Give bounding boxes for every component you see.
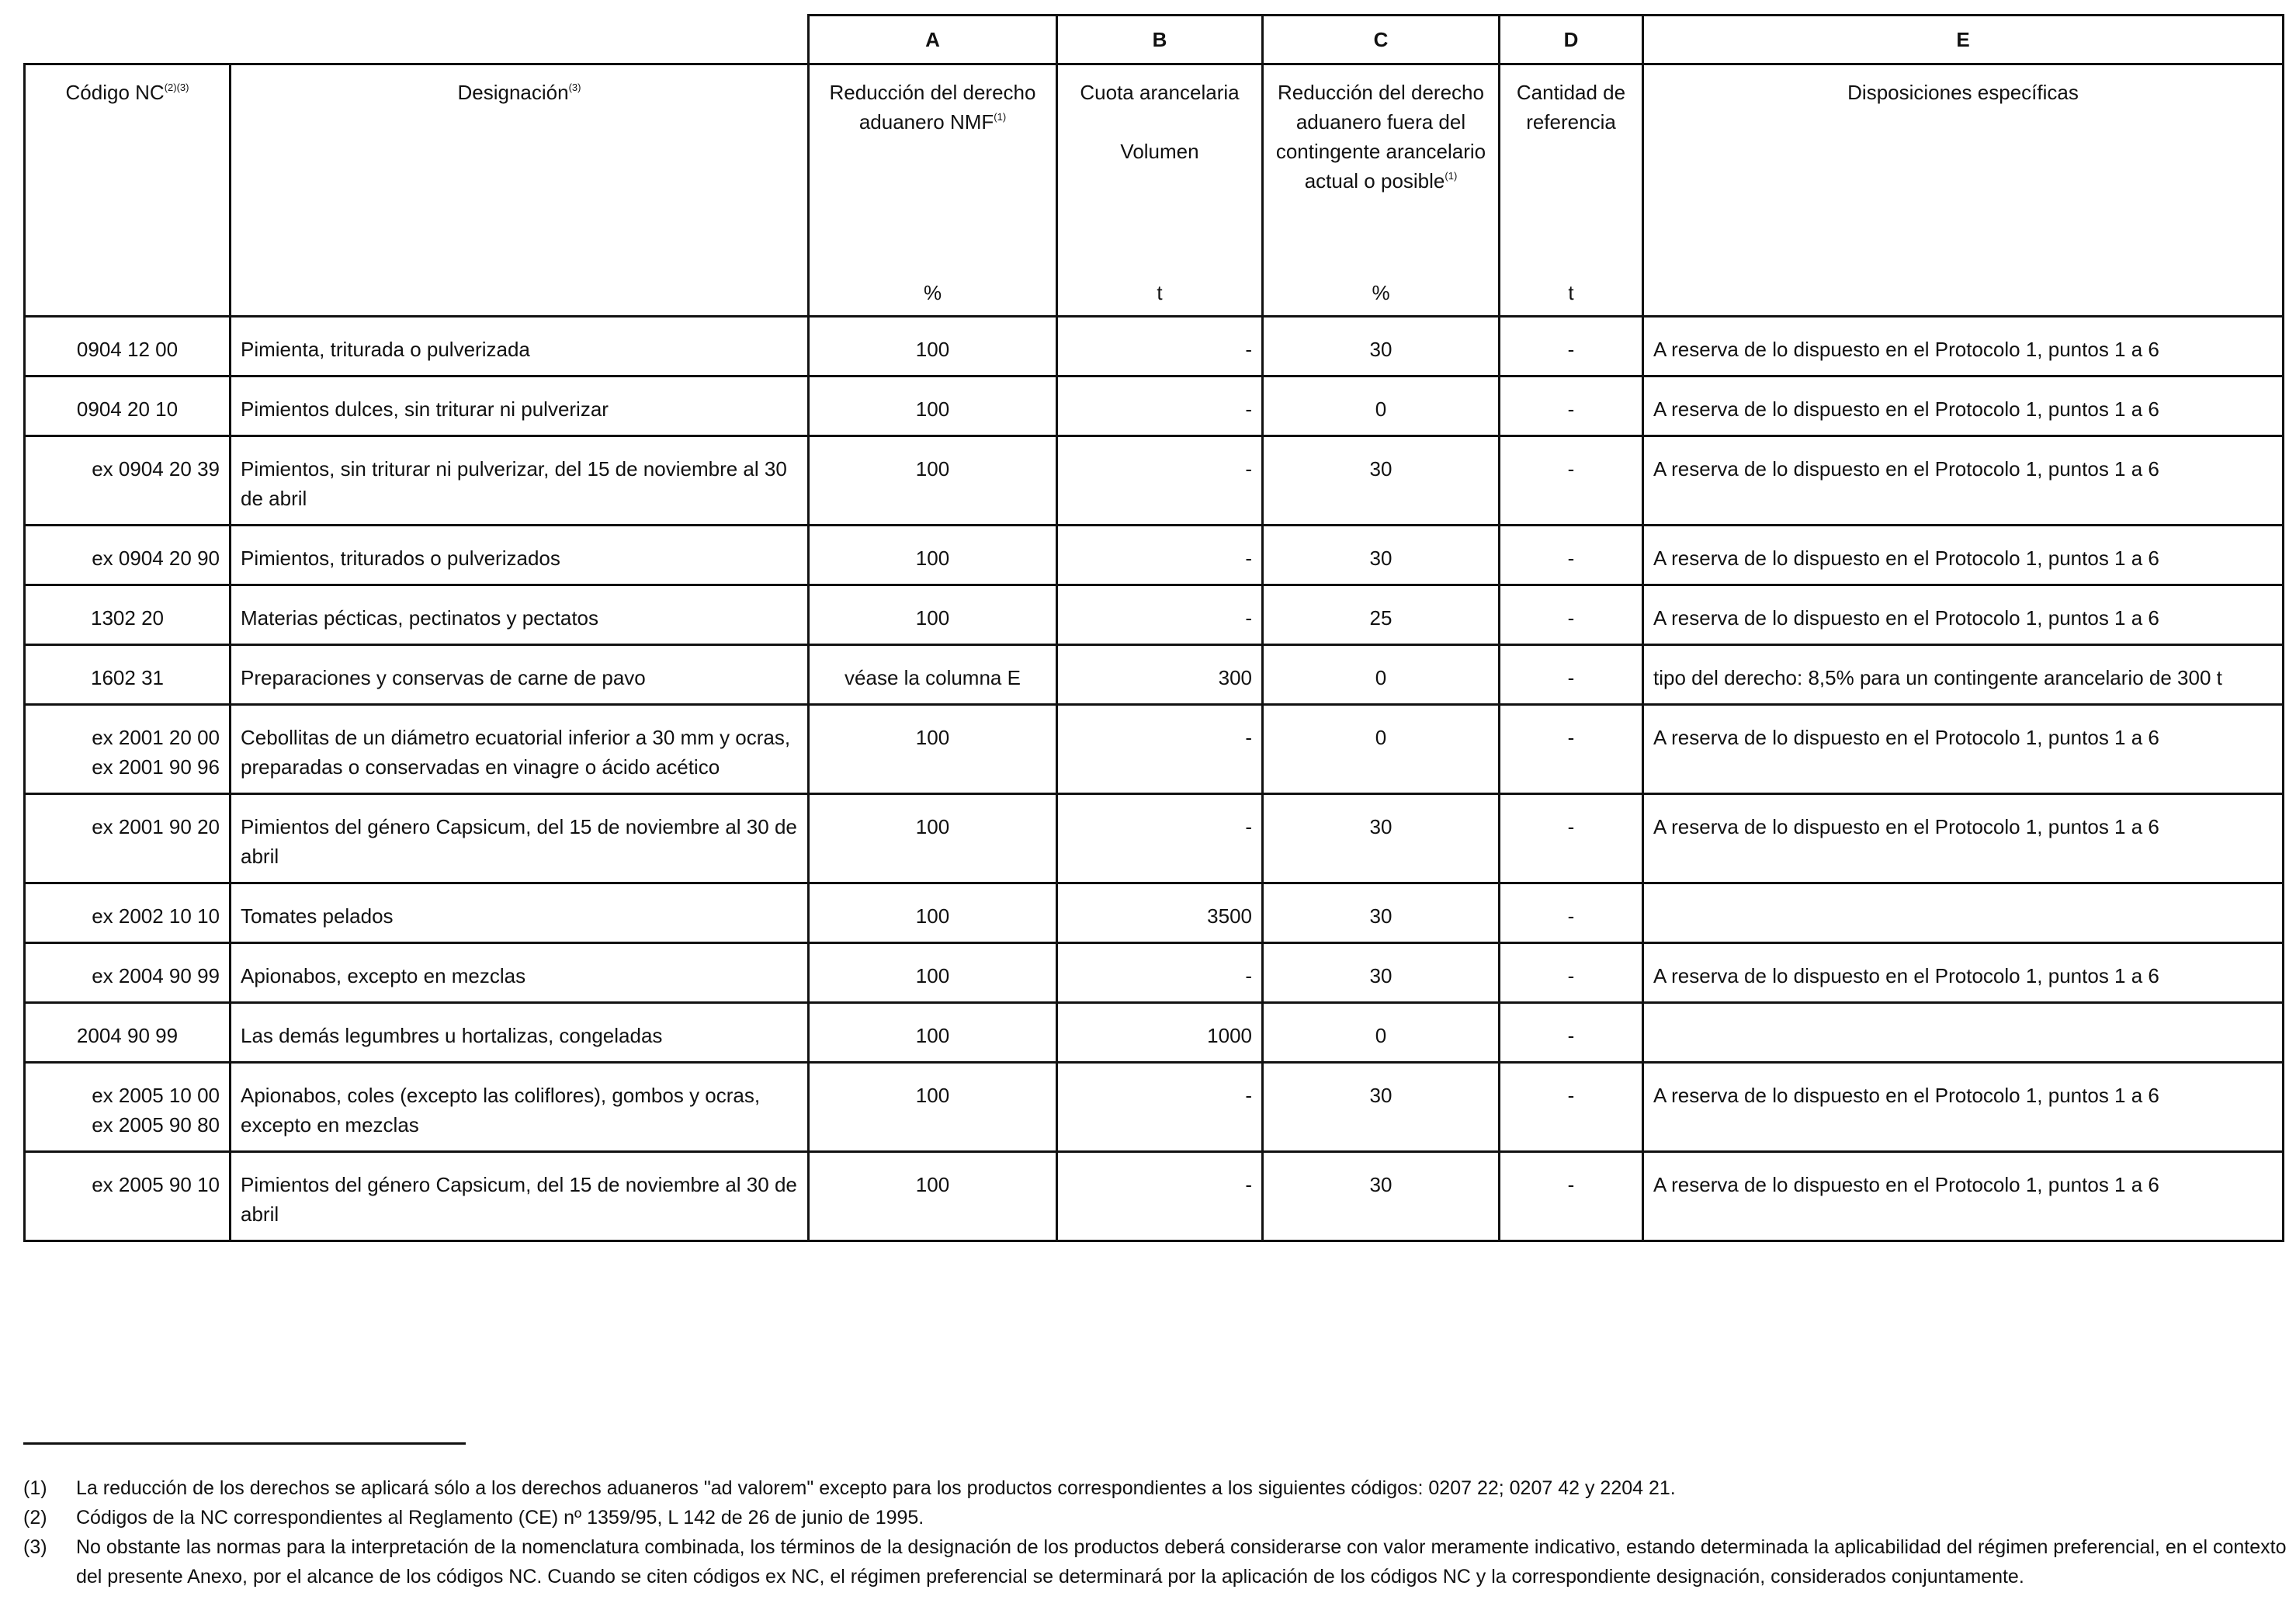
column-letter-d: D — [1500, 16, 1643, 64]
out-of-quota-reduction-cell: 30 — [1263, 794, 1500, 883]
footnote-text: Códigos de la NC correspondientes al Reglamento (CE) nº 1359/95, L 142 de 26 de junio de 1995. — [76, 1507, 924, 1529]
table-row — [25, 943, 2284, 1003]
mfn-reduction-cell: 100 — [809, 526, 1057, 585]
column-letter-c: C — [1263, 16, 1500, 64]
header-col-e: Disposiciones específicas — [1643, 64, 2284, 317]
out-of-quota-reduction-cell: 0 — [1263, 377, 1500, 436]
tariff-quota-cell: - — [1057, 943, 1263, 1003]
header-col-c: Reducción del derecho aduanero fuera del contingente arancelario actual o posible$^{(1)}$ % — [1263, 64, 1500, 317]
reference-quantity-cell: - — [1500, 585, 1643, 645]
designation-cell: Tomates pelados — [231, 883, 809, 943]
table-row — [25, 1063, 2284, 1152]
reference-quantity-cell: - — [1500, 883, 1643, 943]
table-row — [25, 585, 2284, 645]
cn-code-cell: 2004 90 99 — [25, 1003, 231, 1063]
footnote-text: No obstante las normas para la interpretación de la nomenclatura combinada, los términos de la designación de los productos deberá considerarse con valor meramente indicativo, estando determinada la aplicabilidad del régimen preferencial, en el contexto del presente Anexo, por el alcance de los códigos NC. Cuando se citen códigos ex NC, el régimen preferencial se determinará por la aplicación de los códigos NC y la correspondiente designación, considerados conjuntamente. — [76, 1536, 2287, 1588]
header-col-d: Cantidad de referencia t — [1500, 64, 1643, 317]
cn-code-cell: ex 2001 90 20 — [25, 794, 231, 883]
out-of-quota-reduction-cell: 30 — [1263, 1152, 1500, 1241]
mfn-reduction-cell: 100 — [809, 377, 1057, 436]
cn-code-cell: ex 2004 90 99 — [25, 943, 231, 1003]
column-header-row — [25, 64, 2284, 317]
cn-code-cell: ex 2002 10 10 — [25, 883, 231, 943]
designation-cell: Las demás legumbres u hortalizas, congeladas — [231, 1003, 809, 1063]
column-letter-row — [25, 16, 2284, 64]
footnote-number: (3) — [23, 1536, 47, 1558]
mfn-reduction-cell: 100 — [809, 585, 1057, 645]
tariff-table — [23, 14, 2284, 1242]
reference-quantity-cell: - — [1500, 943, 1643, 1003]
designation-cell: Pimientos, triturados o pulverizados — [231, 526, 809, 585]
mfn-reduction-cell: 100 — [809, 705, 1057, 794]
specific-provisions-cell — [1643, 883, 2284, 943]
specific-provisions-cell: A reserva de lo dispuesto en el Protocolo 1, puntos 1 a 6 — [1643, 794, 2284, 883]
specific-provisions-cell: A reserva de lo dispuesto en el Protocolo 1, puntos 1 a 6 — [1643, 1152, 2284, 1241]
footnote-number: (1) — [23, 1477, 47, 1499]
mfn-reduction-cell: 100 — [809, 1003, 1057, 1063]
column-letter-a: A — [809, 16, 1057, 64]
header-designation: Designación$^{(3)}$ — [231, 64, 809, 317]
mfn-reduction-cell: 100 — [809, 317, 1057, 377]
unit-col-d: t — [1568, 281, 1574, 304]
tariff-quota-cell: - — [1057, 794, 1263, 883]
out-of-quota-reduction-cell: 30 — [1263, 526, 1500, 585]
specific-provisions-cell: A reserva de lo dispuesto en el Protocolo 1, puntos 1 a 6 — [1643, 377, 2284, 436]
header-col-b: Cuota arancelaria Volumen t — [1057, 64, 1263, 317]
reference-quantity-cell: - — [1500, 1063, 1643, 1152]
footnote — [23, 1473, 2290, 1503]
table-row — [25, 705, 2284, 794]
table-row — [25, 1003, 2284, 1063]
cn-code-cell: ex 2001 20 00 ex 2001 90 96 — [25, 705, 231, 794]
designation-cell: Pimientos del género Capsicum, del 15 de noviembre al 30 de abril — [231, 1152, 809, 1241]
tariff-quota-cell: - — [1057, 436, 1263, 526]
out-of-quota-reduction-cell: 30 — [1263, 943, 1500, 1003]
specific-provisions-cell: A reserva de lo dispuesto en el Protocolo 1, puntos 1 a 6 — [1643, 526, 2284, 585]
table-row — [25, 377, 2284, 436]
reference-quantity-cell: - — [1500, 1152, 1643, 1241]
table-row — [25, 526, 2284, 585]
out-of-quota-reduction-cell: 25 — [1263, 585, 1500, 645]
specific-provisions-cell: A reserva de lo dispuesto en el Protocolo 1, puntos 1 a 6 — [1643, 1063, 2284, 1152]
mfn-reduction-cell: 100 — [809, 943, 1057, 1003]
designation-cell: Pimientos, sin triturar ni pulverizar, del 15 de noviembre al 30 de abril — [231, 436, 809, 526]
mfn-reduction-cell: 100 — [809, 436, 1057, 526]
footnote-number: (2) — [23, 1507, 47, 1529]
table-body — [25, 317, 2284, 1241]
tariff-quota-cell: - — [1057, 585, 1263, 645]
cn-code-cell: ex 2005 10 00 ex 2005 90 80 — [25, 1063, 231, 1152]
table-row — [25, 794, 2284, 883]
footnote-text: La reducción de los derechos se aplicará sólo a los derechos aduaneros "ad valorem" excepto para los productos correspondientes a los siguientes códigos: 0207 22; 0207 42 y 2204 21. — [76, 1477, 1676, 1499]
unit-col-b: t — [1157, 281, 1163, 304]
designation-cell: Pimientos dulces, sin triturar ni pulverizar — [231, 377, 809, 436]
designation-cell: Apionabos, excepto en mezclas — [231, 943, 809, 1003]
specific-provisions-cell: A reserva de lo dispuesto en el Protocolo 1, puntos 1 a 6 — [1643, 705, 2284, 794]
table-row — [25, 883, 2284, 943]
out-of-quota-reduction-cell: 0 — [1263, 645, 1500, 705]
unit-col-c: % — [1372, 281, 1390, 304]
tariff-quota-cell: 3500 — [1057, 883, 1263, 943]
cn-code-cell: 1302 20 — [25, 585, 231, 645]
specific-provisions-cell — [1643, 1003, 2284, 1063]
table-row — [25, 645, 2284, 705]
out-of-quota-reduction-cell: 30 — [1263, 1063, 1500, 1152]
specific-provisions-cell: A reserva de lo dispuesto en el Protocolo 1, puntos 1 a 6 — [1643, 317, 2284, 377]
mfn-reduction-cell: 100 — [809, 1152, 1057, 1241]
designation-cell: Pimienta, triturada o pulverizada — [231, 317, 809, 377]
tariff-quota-cell: - — [1057, 377, 1263, 436]
tariff-quota-cell: - — [1057, 317, 1263, 377]
reference-quantity-cell: - — [1500, 436, 1643, 526]
tariff-quota-cell: - — [1057, 1063, 1263, 1152]
tariff-quota-cell: - — [1057, 526, 1263, 585]
out-of-quota-reduction-cell: 0 — [1263, 1003, 1500, 1063]
specific-provisions-cell: A reserva de lo dispuesto en el Protocolo 1, puntos 1 a 6 — [1643, 436, 2284, 526]
reference-quantity-cell: - — [1500, 317, 1643, 377]
footnote-separator — [23, 1442, 466, 1445]
mfn-reduction-cell: 100 — [809, 794, 1057, 883]
designation-cell: Pimientos del género Capsicum, del 15 de noviembre al 30 de abril — [231, 794, 809, 883]
designation-cell: Materias pécticas, pectinatos y pectatos — [231, 585, 809, 645]
out-of-quota-reduction-cell: 30 — [1263, 317, 1500, 377]
specific-provisions-cell: A reserva de lo dispuesto en el Protocolo 1, puntos 1 a 6 — [1643, 943, 2284, 1003]
mfn-reduction-cell: 100 — [809, 1063, 1057, 1152]
footnote — [23, 1532, 2290, 1591]
reference-quantity-cell: - — [1500, 645, 1643, 705]
out-of-quota-reduction-cell: 0 — [1263, 705, 1500, 794]
table-row — [25, 436, 2284, 526]
header-code: Código $NC^{(2)(3)}$ — [25, 64, 231, 317]
designation-cell: Cebollitas de un diámetro ecuatorial inferior a 30 mm y ocras, preparadas o conservadas en vinagre o ácido acético — [231, 705, 809, 794]
specific-provisions-cell: A reserva de lo dispuesto en el Protocolo 1, puntos 1 a 6 — [1643, 585, 2284, 645]
cn-code-cell: 0904 20 10 — [25, 377, 231, 436]
designation-cell: Apionabos, coles (excepto las coliflores), gombos y ocras, excepto en mezclas — [231, 1063, 809, 1152]
out-of-quota-reduction-cell: 30 — [1263, 883, 1500, 943]
mfn-reduction-cell: véase la columna E — [809, 645, 1057, 705]
table-row — [25, 1152, 2284, 1241]
reference-quantity-cell: - — [1500, 794, 1643, 883]
specific-provisions-cell: tipo del derecho: 8,5% para un contingente arancelario de 300 t — [1643, 645, 2284, 705]
footnote — [23, 1503, 2290, 1532]
tariff-quota-cell: 1000 — [1057, 1003, 1263, 1063]
footnotes — [23, 1473, 2290, 1591]
column-letter-e: E — [1643, 16, 2284, 64]
tariff-quota-cell: - — [1057, 705, 1263, 794]
designation-cell: Preparaciones y conservas de carne de pavo — [231, 645, 809, 705]
cn-code-cell: ex 0904 20 90 — [25, 526, 231, 585]
reference-quantity-cell: - — [1500, 377, 1643, 436]
tariff-quota-cell: 300 — [1057, 645, 1263, 705]
cn-code-cell: 1602 31 — [25, 645, 231, 705]
reference-quantity-cell: - — [1500, 1003, 1643, 1063]
unit-col-a: % — [923, 281, 942, 304]
cn-code-cell: ex 2005 90 10 — [25, 1152, 231, 1241]
column-letter-b: B — [1057, 16, 1263, 64]
out-of-quota-reduction-cell: 30 — [1263, 436, 1500, 526]
mfn-reduction-cell: 100 — [809, 883, 1057, 943]
tariff-quota-cell: - — [1057, 1152, 1263, 1241]
cn-code-cell: 0904 12 00 — [25, 317, 231, 377]
table-row — [25, 317, 2284, 377]
cn-code-cell: ex 0904 20 39 — [25, 436, 231, 526]
header-col-a: Reducción del derecho aduanero NMF$^{(1)}$ % — [809, 64, 1057, 317]
reference-quantity-cell: - — [1500, 526, 1643, 585]
reference-quantity-cell: - — [1500, 705, 1643, 794]
